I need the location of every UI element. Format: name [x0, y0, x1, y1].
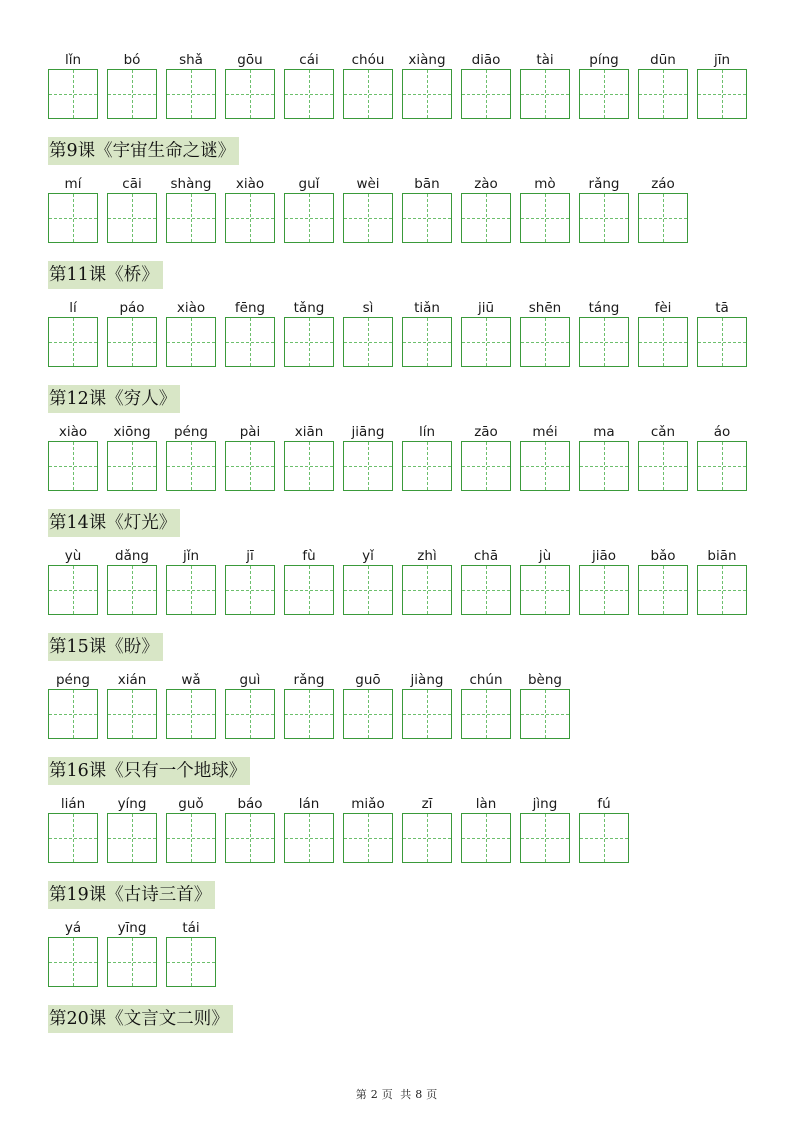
- character-cell: [284, 672, 334, 738]
- character-cell: [166, 52, 216, 118]
- character-cell: [638, 548, 688, 614]
- character-cell: [697, 300, 747, 366]
- tian-zi-writing-box[interactable]: [520, 565, 570, 615]
- character-cell: [402, 52, 452, 118]
- page-footer: [0, 1086, 793, 1102]
- pinyin-label: tā: [715, 300, 729, 316]
- character-cell: [402, 300, 452, 366]
- footer-current-page: 2: [370, 1088, 378, 1101]
- pinyin-label: yǐ: [362, 548, 374, 564]
- tian-zi-writing-box[interactable]: [520, 813, 570, 863]
- character-cell: [48, 424, 98, 490]
- character-grid-row: [48, 300, 756, 366]
- character-cell: [402, 424, 452, 490]
- pinyin-label: sì: [362, 300, 374, 316]
- character-cell: [225, 300, 275, 366]
- character-grid-row: [48, 424, 756, 490]
- tian-zi-writing-box[interactable]: [48, 937, 98, 987]
- tian-zi-writing-box[interactable]: [284, 813, 334, 863]
- character-cell: [284, 176, 334, 242]
- pinyin-label: yù: [64, 548, 82, 564]
- tian-zi-writing-box[interactable]: [461, 193, 511, 243]
- pinyin-label: jǐn: [182, 548, 200, 564]
- character-cell: [48, 300, 98, 366]
- tian-zi-writing-box[interactable]: [579, 317, 629, 367]
- tian-zi-writing-box[interactable]: [48, 317, 98, 367]
- character-cell: [225, 672, 275, 738]
- tian-zi-writing-box[interactable]: [225, 441, 275, 491]
- character-cell: [166, 300, 216, 366]
- pinyin-label: yá: [64, 920, 82, 936]
- tian-zi-writing-box[interactable]: [343, 441, 393, 491]
- pinyin-label: lí: [69, 300, 77, 316]
- tian-zi-writing-box[interactable]: [697, 317, 747, 367]
- pinyin-label: shàng: [170, 176, 212, 192]
- tian-zi-writing-box[interactable]: [107, 689, 157, 739]
- character-cell: [48, 176, 98, 242]
- tian-zi-writing-box[interactable]: [638, 441, 688, 491]
- tian-zi-writing-box[interactable]: [343, 813, 393, 863]
- pinyin-label: wǎ: [181, 672, 201, 688]
- tian-zi-writing-box[interactable]: [225, 689, 275, 739]
- pinyin-label: jiàng: [410, 672, 444, 688]
- pinyin-label: táng: [588, 300, 620, 316]
- tian-zi-writing-box[interactable]: [402, 813, 452, 863]
- character-cell: [579, 300, 629, 366]
- tian-zi-writing-box[interactable]: [343, 69, 393, 119]
- pinyin-label: lán: [298, 796, 320, 812]
- pinyin-label: bǎo: [650, 548, 676, 564]
- pinyin-label: yíng: [117, 796, 147, 812]
- character-cell: [461, 672, 511, 738]
- character-cell: [579, 548, 629, 614]
- character-cell: [166, 548, 216, 614]
- pinyin-label: jī: [246, 548, 254, 564]
- tian-zi-writing-box[interactable]: [402, 441, 452, 491]
- character-cell: [579, 52, 629, 118]
- character-cell: [48, 796, 98, 862]
- character-cell: [402, 796, 452, 862]
- pinyin-label: guǐ: [298, 176, 320, 192]
- pinyin-label: yīng: [117, 920, 147, 936]
- tian-zi-writing-box[interactable]: [638, 193, 688, 243]
- character-cell: [166, 920, 216, 986]
- tian-zi-writing-box[interactable]: [107, 193, 157, 243]
- pinyin-label: zào: [474, 176, 498, 192]
- pinyin-label: jù: [538, 548, 552, 564]
- pinyin-label: shēn: [528, 300, 562, 316]
- pinyin-label: rǎng: [293, 672, 325, 688]
- tian-zi-writing-box[interactable]: [343, 193, 393, 243]
- pinyin-label: xiào: [235, 176, 265, 192]
- tian-zi-writing-box[interactable]: [697, 441, 747, 491]
- character-cell: [638, 176, 688, 242]
- character-cell: [166, 796, 216, 862]
- pinyin-label: báo: [237, 796, 263, 812]
- tian-zi-writing-box[interactable]: [284, 193, 334, 243]
- character-cell: [48, 920, 98, 986]
- character-cell: [166, 176, 216, 242]
- tian-zi-writing-box[interactable]: [697, 565, 747, 615]
- tian-zi-writing-box[interactable]: [225, 317, 275, 367]
- lesson-heading: 第20课《文言文二则》: [48, 1005, 233, 1033]
- pinyin-label: mí: [64, 176, 82, 192]
- pinyin-label: méi: [532, 424, 558, 440]
- pinyin-label: zī: [421, 796, 433, 812]
- character-cell: [638, 424, 688, 490]
- character-cell: [520, 548, 570, 614]
- character-cell: [461, 176, 511, 242]
- pinyin-label: chā: [473, 548, 499, 564]
- lesson-heading: 第14课《灯光》: [48, 509, 180, 537]
- pinyin-label: chóu: [351, 52, 385, 68]
- character-cell: [520, 176, 570, 242]
- character-cell: [343, 300, 393, 366]
- tian-zi-writing-box[interactable]: [697, 69, 747, 119]
- character-cell: [697, 52, 747, 118]
- tian-zi-writing-box[interactable]: [343, 565, 393, 615]
- character-cell: [343, 176, 393, 242]
- character-cell: [107, 796, 157, 862]
- character-cell: [225, 548, 275, 614]
- pinyin-label: guō: [355, 672, 381, 688]
- character-cell: [461, 300, 511, 366]
- tian-zi-writing-box[interactable]: [402, 689, 452, 739]
- pinyin-label: tiǎn: [414, 300, 440, 316]
- tian-zi-writing-box[interactable]: [107, 317, 157, 367]
- footer-total-pages: 8: [415, 1088, 423, 1101]
- character-cell: [402, 176, 452, 242]
- pinyin-label: dǎng: [115, 548, 149, 564]
- pinyin-label: xiào: [58, 424, 88, 440]
- character-cell: [225, 424, 275, 490]
- character-cell: [107, 424, 157, 490]
- character-cell: [520, 796, 570, 862]
- footer-page-label: 第: [355, 1088, 367, 1101]
- tian-zi-writing-box[interactable]: [166, 937, 216, 987]
- pinyin-label: záo: [651, 176, 675, 192]
- tian-zi-writing-box[interactable]: [343, 689, 393, 739]
- character-cell: [520, 672, 570, 738]
- tian-zi-writing-box[interactable]: [48, 813, 98, 863]
- pinyin-label: áo: [713, 424, 731, 440]
- character-grid-row: [48, 920, 225, 986]
- character-cell: [48, 52, 98, 118]
- pinyin-label: jiāo: [591, 548, 617, 564]
- character-cell: [48, 548, 98, 614]
- character-cell: [579, 424, 629, 490]
- character-cell: [166, 672, 216, 738]
- character-cell: [520, 52, 570, 118]
- character-cell: [343, 424, 393, 490]
- tian-zi-writing-box[interactable]: [461, 689, 511, 739]
- pinyin-label: xiàng: [408, 52, 446, 68]
- character-cell: [107, 176, 157, 242]
- tian-zi-writing-box[interactable]: [166, 193, 216, 243]
- pinyin-label: lián: [60, 796, 86, 812]
- tian-zi-writing-box[interactable]: [579, 69, 629, 119]
- tian-zi-writing-box[interactable]: [461, 69, 511, 119]
- pinyin-label: xiōng: [113, 424, 151, 440]
- tian-zi-writing-box[interactable]: [107, 937, 157, 987]
- pinyin-label: bó: [123, 52, 141, 68]
- character-cell: [402, 548, 452, 614]
- tian-zi-writing-box[interactable]: [284, 441, 334, 491]
- pinyin-label: jiū: [477, 300, 495, 316]
- character-cell: [579, 796, 629, 862]
- tian-zi-writing-box[interactable]: [284, 69, 334, 119]
- character-grid-row: [48, 796, 638, 862]
- tian-zi-writing-box[interactable]: [579, 441, 629, 491]
- tian-zi-writing-box[interactable]: [402, 69, 452, 119]
- character-cell: [638, 52, 688, 118]
- tian-zi-writing-box[interactable]: [579, 813, 629, 863]
- tian-zi-writing-box[interactable]: [225, 69, 275, 119]
- tian-zi-writing-box[interactable]: [402, 565, 452, 615]
- lesson-heading: 第12课《穷人》: [48, 385, 180, 413]
- character-cell: [107, 300, 157, 366]
- tian-zi-writing-box[interactable]: [461, 441, 511, 491]
- pinyin-label: chún: [469, 672, 503, 688]
- pinyin-label: fú: [597, 796, 611, 812]
- pinyin-label: mò: [534, 176, 556, 192]
- tian-zi-writing-box[interactable]: [284, 565, 334, 615]
- pinyin-label: shǎ: [179, 52, 203, 68]
- character-cell: [343, 672, 393, 738]
- tian-zi-writing-box[interactable]: [461, 317, 511, 367]
- character-cell: [638, 300, 688, 366]
- pinyin-label: fèi: [654, 300, 672, 316]
- tian-zi-writing-box[interactable]: [225, 193, 275, 243]
- pinyin-label: wèi: [356, 176, 380, 192]
- tian-zi-writing-box[interactable]: [520, 689, 570, 739]
- tian-zi-writing-box[interactable]: [107, 565, 157, 615]
- pinyin-label: péng: [55, 672, 90, 688]
- footer-total-label: 共: [400, 1088, 412, 1101]
- tian-zi-writing-box[interactable]: [48, 441, 98, 491]
- character-cell: [284, 796, 334, 862]
- tian-zi-writing-box[interactable]: [284, 317, 334, 367]
- tian-zi-writing-box[interactable]: [520, 441, 570, 491]
- pinyin-label: xián: [117, 672, 147, 688]
- pinyin-label: jìng: [532, 796, 558, 812]
- lesson-heading: 第16课《只有一个地球》: [48, 757, 250, 785]
- tian-zi-writing-box[interactable]: [402, 193, 452, 243]
- tian-zi-writing-box[interactable]: [48, 69, 98, 119]
- tian-zi-writing-box[interactable]: [520, 317, 570, 367]
- pinyin-label: xiào: [176, 300, 206, 316]
- lesson-heading: 第9课《宇宙生命之谜》: [48, 137, 239, 165]
- pinyin-label: rǎng: [588, 176, 620, 192]
- tian-zi-writing-box[interactable]: [166, 441, 216, 491]
- tian-zi-writing-box[interactable]: [343, 317, 393, 367]
- pinyin-label: cái: [299, 52, 319, 68]
- pinyin-label: xiān: [294, 424, 324, 440]
- pinyin-label: tái: [182, 920, 200, 936]
- character-cell: [520, 300, 570, 366]
- pinyin-label: fēng: [234, 300, 266, 316]
- character-cell: [107, 672, 157, 738]
- character-cell: [461, 424, 511, 490]
- lesson-heading: 第11课《桥》: [48, 261, 163, 289]
- pinyin-label: lín: [418, 424, 436, 440]
- pinyin-label: làn: [475, 796, 497, 812]
- tian-zi-writing-box[interactable]: [520, 69, 570, 119]
- tian-zi-writing-box[interactable]: [166, 69, 216, 119]
- pinyin-label: ma: [593, 424, 615, 440]
- character-cell: [461, 796, 511, 862]
- tian-zi-writing-box[interactable]: [461, 565, 511, 615]
- tian-zi-writing-box[interactable]: [461, 813, 511, 863]
- character-cell: [107, 52, 157, 118]
- character-cell: [284, 548, 334, 614]
- pinyin-label: jīn: [713, 52, 731, 68]
- character-cell: [107, 920, 157, 986]
- tian-zi-writing-box[interactable]: [107, 441, 157, 491]
- pinyin-label: tǎng: [293, 300, 325, 316]
- character-cell: [343, 796, 393, 862]
- pinyin-label: guǒ: [178, 796, 204, 812]
- pinyin-label: bān: [414, 176, 440, 192]
- pinyin-label: gōu: [237, 52, 263, 68]
- character-cell: [697, 548, 747, 614]
- pinyin-label: bèng: [527, 672, 562, 688]
- tian-zi-writing-box[interactable]: [284, 689, 334, 739]
- tian-zi-writing-box[interactable]: [166, 317, 216, 367]
- tian-zi-writing-box[interactable]: [579, 565, 629, 615]
- tian-zi-writing-box[interactable]: [48, 689, 98, 739]
- tian-zi-writing-box[interactable]: [638, 317, 688, 367]
- pinyin-label: diāo: [471, 52, 501, 68]
- tian-zi-writing-box[interactable]: [107, 813, 157, 863]
- tian-zi-writing-box[interactable]: [579, 193, 629, 243]
- footer-total-unit: 页: [426, 1088, 438, 1101]
- pinyin-label: cǎn: [650, 424, 676, 440]
- tian-zi-writing-box[interactable]: [166, 689, 216, 739]
- tian-zi-writing-box[interactable]: [638, 69, 688, 119]
- character-cell: [579, 176, 629, 242]
- character-cell: [343, 548, 393, 614]
- character-cell: [520, 424, 570, 490]
- character-cell: [697, 424, 747, 490]
- pinyin-label: jiāng: [351, 424, 385, 440]
- pinyin-label: lǐn: [64, 52, 82, 68]
- character-cell: [343, 52, 393, 118]
- character-cell: [402, 672, 452, 738]
- tian-zi-writing-box[interactable]: [402, 317, 452, 367]
- pinyin-label: péng: [173, 424, 208, 440]
- character-grid-row: [48, 52, 756, 118]
- footer-page-unit: 页: [381, 1088, 393, 1101]
- character-cell: [225, 52, 275, 118]
- character-grid-row: [48, 672, 579, 738]
- tian-zi-writing-box[interactable]: [166, 565, 216, 615]
- pinyin-label: cāi: [122, 176, 142, 192]
- tian-zi-writing-box[interactable]: [225, 813, 275, 863]
- character-cell: [225, 796, 275, 862]
- tian-zi-writing-box[interactable]: [48, 193, 98, 243]
- character-cell: [461, 548, 511, 614]
- character-cell: [107, 548, 157, 614]
- character-cell: [284, 52, 334, 118]
- character-cell: [166, 424, 216, 490]
- pinyin-label: guì: [239, 672, 261, 688]
- character-cell: [225, 176, 275, 242]
- tian-zi-writing-box[interactable]: [520, 193, 570, 243]
- character-grid-row: [48, 176, 697, 242]
- lesson-heading: 第19课《古诗三首》: [48, 881, 215, 909]
- tian-zi-writing-box[interactable]: [225, 565, 275, 615]
- pinyin-label: píng: [589, 52, 619, 68]
- pinyin-label: biān: [707, 548, 737, 564]
- pinyin-label: zhì: [417, 548, 437, 564]
- pinyin-label: dūn: [650, 52, 676, 68]
- tian-zi-writing-box[interactable]: [166, 813, 216, 863]
- character-cell: [461, 52, 511, 118]
- pinyin-label: fù: [302, 548, 316, 564]
- character-cell: [48, 672, 98, 738]
- pinyin-label: miǎo: [351, 796, 385, 812]
- pinyin-label: tài: [536, 52, 554, 68]
- character-grid-row: [48, 548, 756, 614]
- tian-zi-writing-box[interactable]: [107, 69, 157, 119]
- tian-zi-writing-box[interactable]: [48, 565, 98, 615]
- pinyin-label: zāo: [474, 424, 498, 440]
- character-cell: [284, 300, 334, 366]
- character-cell: [284, 424, 334, 490]
- pinyin-label: páo: [119, 300, 145, 316]
- tian-zi-writing-box[interactable]: [638, 565, 688, 615]
- pinyin-label: pài: [239, 424, 261, 440]
- lesson-heading: 第15课《盼》: [48, 633, 163, 661]
